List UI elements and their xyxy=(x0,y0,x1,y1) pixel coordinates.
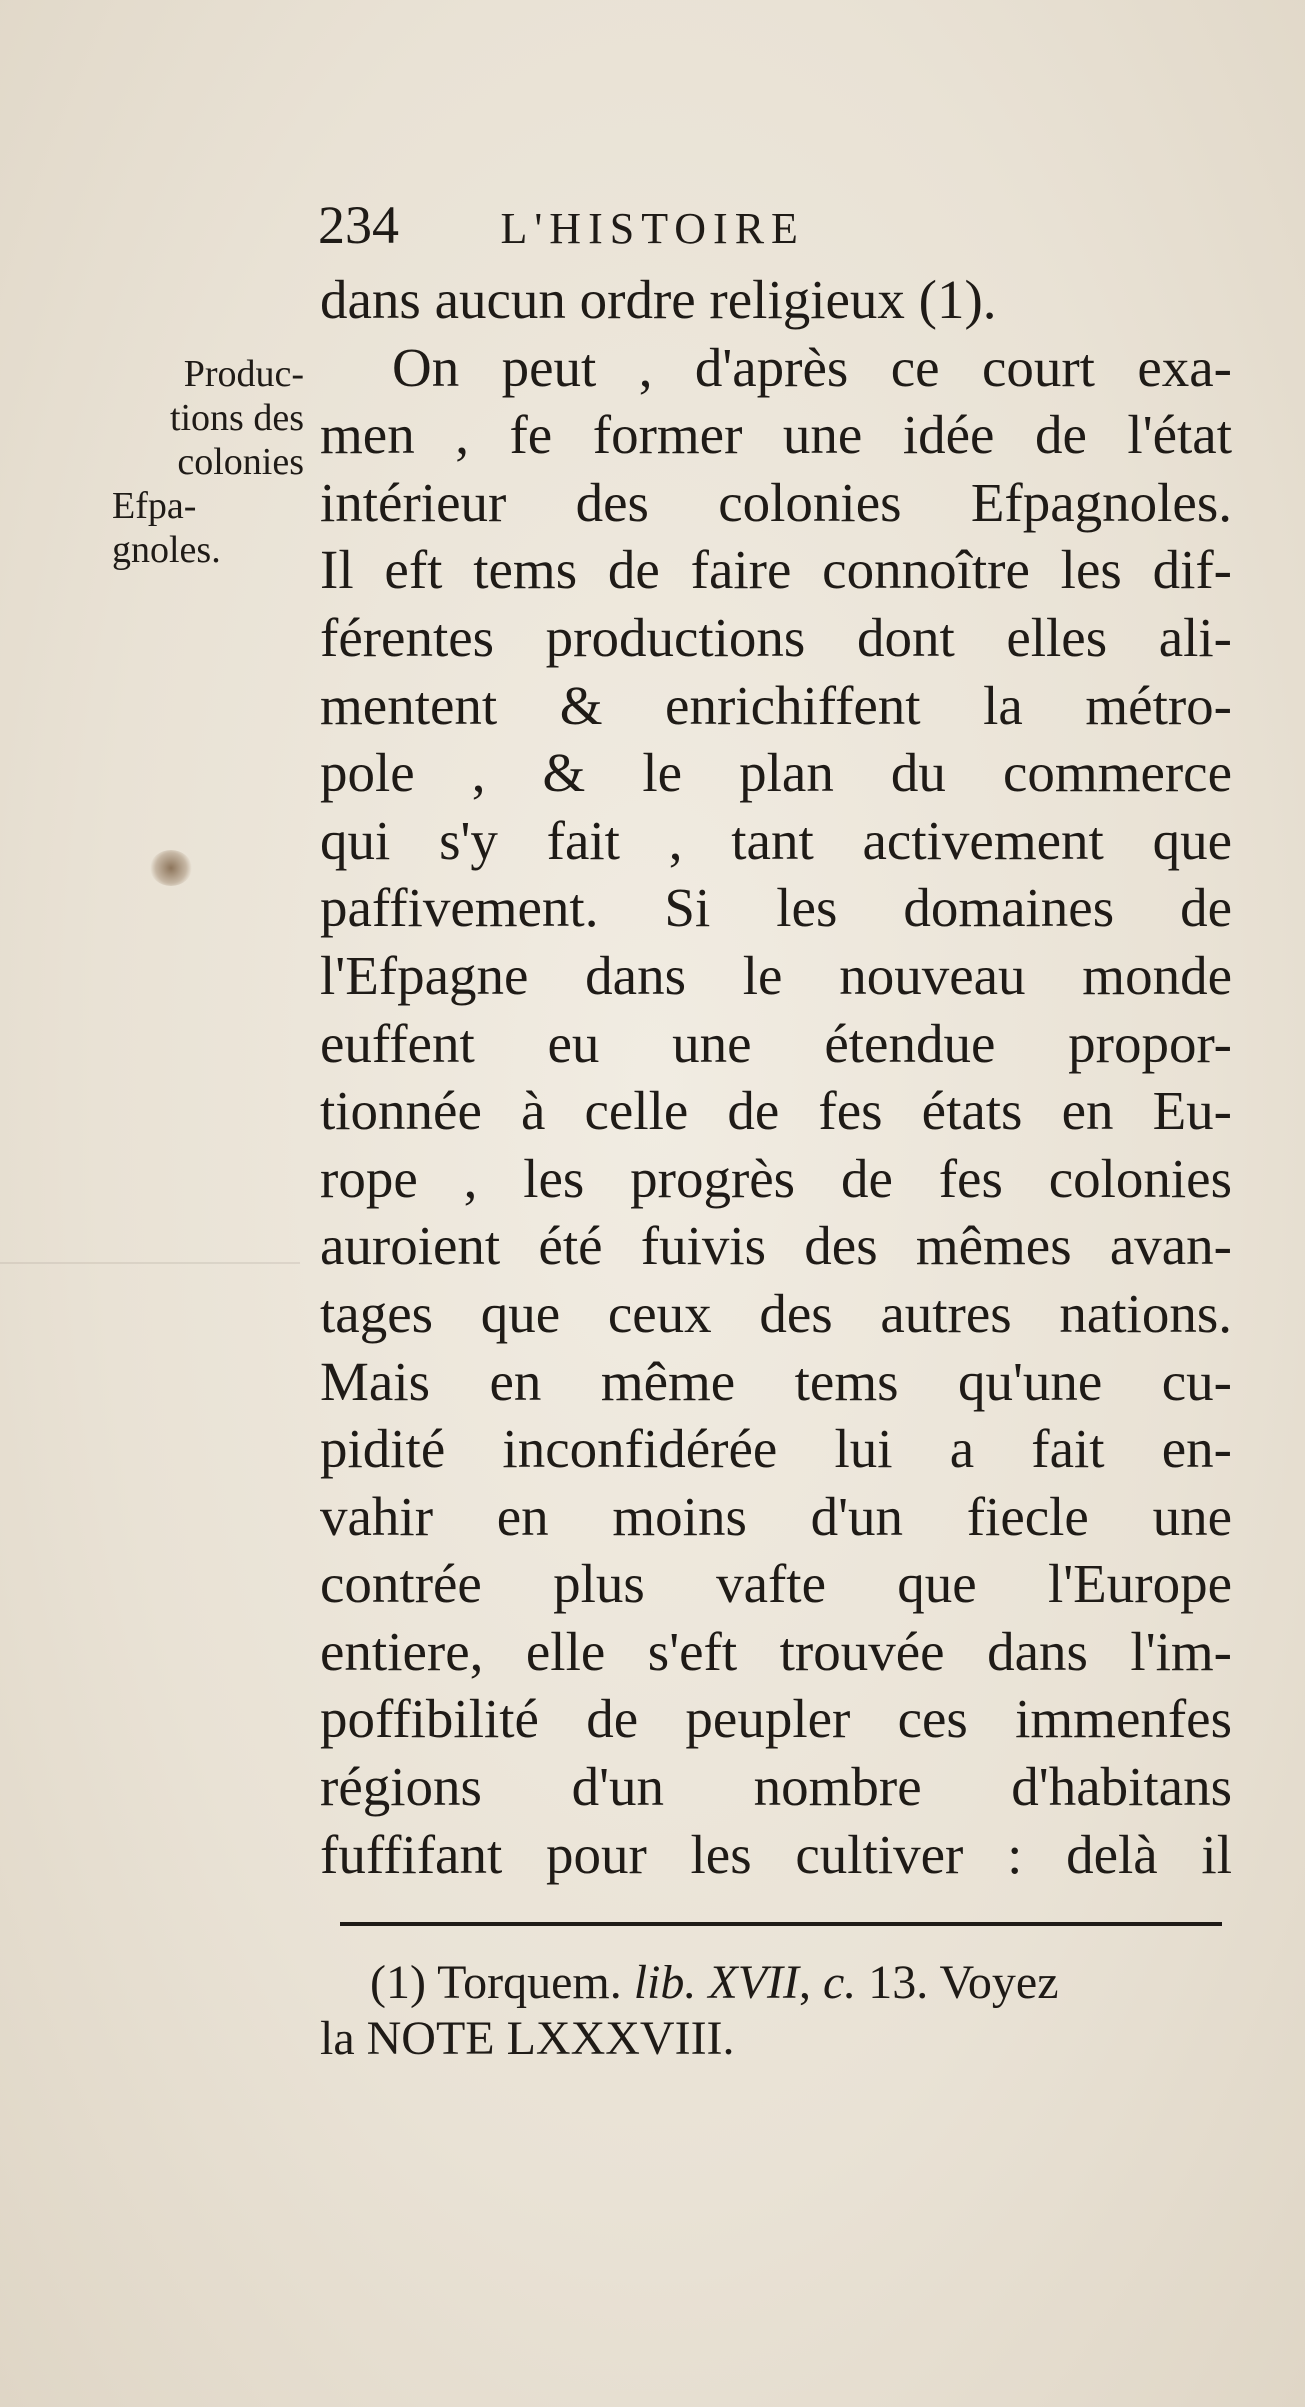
text-line: dans aucun ordre religieux (1). xyxy=(320,269,997,330)
text-line: auroient été fuivis des mêmes avan- xyxy=(320,1215,1232,1277)
text-line: euffent eu une étendue propor- xyxy=(320,1012,1232,1074)
text-line: mentent & enrichiffent la métro- xyxy=(320,674,1232,736)
margin-note-line: colonies xyxy=(177,441,304,483)
page-number: 234 xyxy=(318,195,399,255)
page-header xyxy=(318,190,1018,260)
footnote-line: (1) Torquem. lib. XVII, c. 13. Voyez xyxy=(370,1956,1059,2009)
page-fold-crease xyxy=(0,1262,300,1264)
text-line: férentes productions dont elles ali- xyxy=(320,606,1232,668)
text-line: l'Efpagne dans le nouveau monde xyxy=(320,944,1232,1006)
margin-note-line: gnoles. xyxy=(112,529,221,571)
margin-note-line: Produc- xyxy=(183,353,304,395)
text-line: entiere, elle s'eft trouvée dans l'im- xyxy=(320,1620,1232,1682)
text-line: tages que ceux des autres nations. xyxy=(320,1282,1232,1344)
footnote-chapter: c. xyxy=(822,1956,857,2009)
footnote-rule xyxy=(340,1922,1222,1926)
text-line: pole , & le plan du commerce xyxy=(320,742,1232,804)
text-line: On peut , d'après ce court exa- xyxy=(392,336,1232,398)
footnote-chapter-num: 13. xyxy=(868,1956,929,2009)
margin-note-line: Efpa- xyxy=(112,485,197,527)
text-line: men , fe former une idée de l'état xyxy=(320,404,1232,466)
footnote-see: Voyez xyxy=(939,1956,1059,2009)
footnote-marker: (1) xyxy=(370,1956,426,2009)
text-line: qui s'y fait , tant activement que xyxy=(320,809,1232,871)
text-line: contrée plus vafte que l'Europe xyxy=(320,1553,1232,1615)
footnote-lib: lib. XVII xyxy=(633,1956,799,2009)
text-line: tionnée à celle de fes états en Eu- xyxy=(320,1080,1232,1142)
text-line: pidité inconfidérée lui a fait en- xyxy=(320,1418,1232,1480)
text-line: poffibilité de peupler ces immenfes xyxy=(320,1688,1232,1750)
body-text xyxy=(320,266,1232,1888)
text-line: paffivement. Si les domaines de xyxy=(320,877,1232,939)
text-line: régions d'un nombre d'habitans xyxy=(320,1756,1232,1818)
text-line: Il eft tems de faire connoître les dif- xyxy=(320,539,1232,601)
footnote-author: Torquem. xyxy=(437,1956,622,2009)
footnote xyxy=(320,1955,1232,2067)
margin-note xyxy=(108,352,304,572)
margin-note-line: tions des xyxy=(169,397,304,439)
running-title: L'HISTOIRE xyxy=(500,204,805,253)
text-line: intérieur des colonies Efpagnoles. xyxy=(320,471,1232,533)
text-line: vahir en moins d'un fiecle une xyxy=(320,1485,1232,1547)
text-line: rope , les progrès de fes colonies xyxy=(320,1147,1232,1209)
footnote-line: la NOTE LXXXVIII. xyxy=(320,2012,735,2065)
ink-stain xyxy=(150,850,192,886)
text-line: fuffifant pour les cultiver : delà il xyxy=(320,1823,1232,1885)
text-line: Mais en même tems qu'une cu- xyxy=(320,1350,1232,1412)
